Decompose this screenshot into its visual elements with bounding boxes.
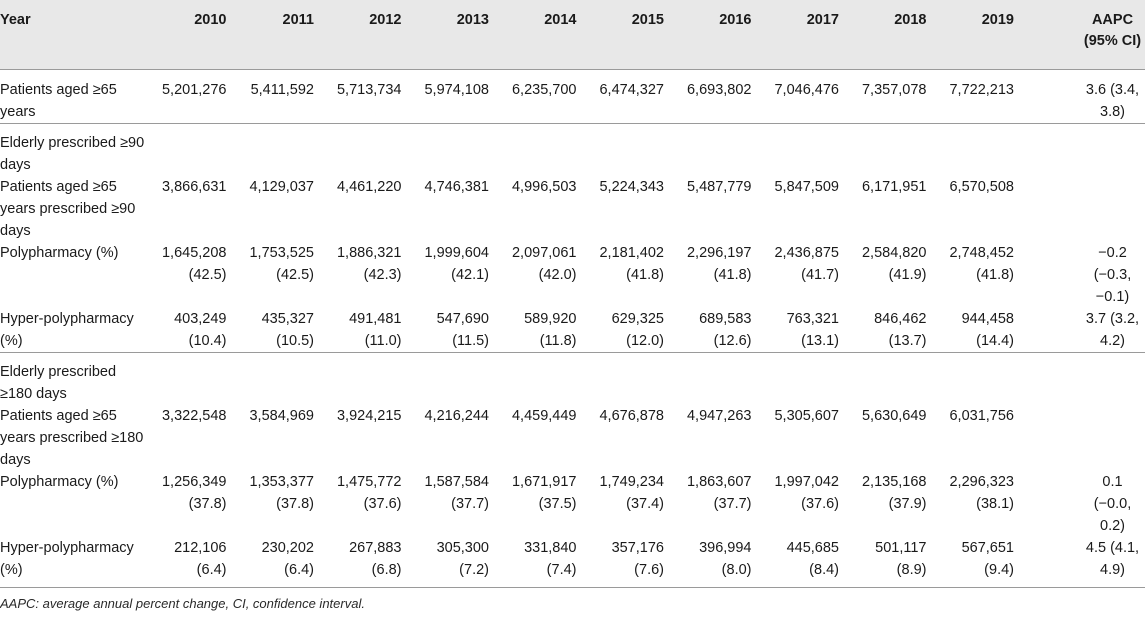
table-cell: 629,325 (12.0) bbox=[611, 311, 664, 349]
aapc-cell bbox=[1022, 405, 1145, 471]
table-cell bbox=[847, 124, 935, 177]
table-cell bbox=[147, 353, 235, 406]
table-cell bbox=[410, 124, 498, 177]
header-year: 2019 bbox=[935, 0, 1023, 70]
table-cell: 3,322,548 bbox=[161, 408, 227, 424]
table-cell: 1,997,042 (37.6) bbox=[774, 474, 839, 512]
table-header bbox=[0, 0, 1145, 70]
row-label: Polypharmacy (%) bbox=[0, 245, 119, 261]
table-cell: 212,106 (6.4) bbox=[147, 537, 235, 588]
table-cell: 763,321 (13.1) bbox=[786, 311, 839, 349]
table-cell: 1,475,772 (37.6) bbox=[336, 474, 402, 512]
table-cell: 6,235,700 bbox=[511, 82, 577, 98]
aapc-cell bbox=[1022, 176, 1145, 242]
table-row bbox=[0, 242, 1145, 308]
table-cell: 944,458 (14.4) bbox=[961, 311, 1014, 349]
row-label: Elderly prescribed ≥180 days bbox=[0, 353, 147, 406]
table-cell: 5,487,779 bbox=[686, 179, 752, 195]
table-cell: 567,651 (9.4) bbox=[935, 537, 1023, 588]
table-cell bbox=[497, 353, 585, 406]
table-cell: 4,129,037 bbox=[249, 179, 314, 195]
header-year: 2012 bbox=[322, 0, 410, 70]
table-cell: 1,999,604 (42.1) bbox=[424, 245, 489, 283]
table-cell: 5,224,343 bbox=[599, 179, 664, 195]
aapc-cell: 3.6 (3.4, 3.8) bbox=[1085, 82, 1140, 120]
row-label: Patients aged ≥65 years prescribed ≥180 days bbox=[0, 408, 144, 468]
aapc-cell: −0.2 (−0.3, −0.1) bbox=[1093, 245, 1132, 305]
aapc-cell: 4.5 (4.1, 4.9) bbox=[1022, 537, 1145, 588]
table-cell: 2,135,168 (37.9) bbox=[861, 474, 927, 512]
table-body bbox=[0, 70, 1145, 588]
row-label: Patients aged ≥65 years bbox=[0, 82, 117, 120]
table-cell: 5,411,592 bbox=[250, 82, 314, 98]
aapc-cell: 3.7 (3.2, 4.2) bbox=[1085, 311, 1140, 349]
table-cell: 2,097,061 (42.0) bbox=[511, 245, 577, 283]
table-cell bbox=[672, 353, 760, 406]
table-cell: 230,202 (6.4) bbox=[235, 537, 323, 588]
row-label: Hyper-polypharmacy (%) bbox=[0, 311, 134, 349]
table-cell: 3,924,215 bbox=[336, 408, 402, 424]
table-cell: 1,671,917 (37.5) bbox=[511, 474, 577, 512]
table-cell: 1,587,584 (37.7) bbox=[424, 474, 489, 512]
table-cell: 445,685 (8.4) bbox=[760, 537, 848, 588]
header-row bbox=[0, 0, 1145, 70]
table-cell: 2,584,820 (41.9) bbox=[861, 245, 927, 283]
header-year: 2011 bbox=[235, 0, 323, 70]
table-cell: 435,327 (10.5) bbox=[261, 311, 314, 349]
table-cell: 357,176 (7.6) bbox=[585, 537, 673, 588]
table-cell: 2,436,875 (41.7) bbox=[774, 245, 839, 283]
table-cell: 2,296,197 (41.8) bbox=[686, 245, 752, 283]
table-cell: 6,693,802 bbox=[686, 82, 752, 98]
table-cell: 4,459,449 bbox=[511, 408, 577, 424]
row-label: Patients aged ≥65 years prescribed ≥90 days bbox=[0, 179, 136, 239]
table-cell: 5,974,108 bbox=[424, 82, 489, 98]
aapc-cell bbox=[1022, 124, 1145, 177]
table-cell bbox=[322, 124, 410, 177]
table-cell: 3,866,631 bbox=[161, 179, 227, 195]
table-row bbox=[0, 471, 1145, 537]
table-cell: 1,753,525 (42.5) bbox=[249, 245, 314, 283]
header-aapc: AAPC (95% CI) bbox=[1022, 0, 1145, 70]
table-cell: 4,746,381 bbox=[424, 179, 489, 195]
table-cell: 5,630,649 bbox=[861, 408, 927, 424]
table-cell: 1,256,349 (37.8) bbox=[161, 474, 227, 512]
table-cell: 1,353,377 (37.8) bbox=[249, 474, 314, 512]
table-cell bbox=[147, 124, 235, 177]
table-cell bbox=[322, 353, 410, 406]
table-cell: 4,216,244 bbox=[424, 408, 489, 424]
header-year: 2016 bbox=[672, 0, 760, 70]
table-cell: 6,031,756 bbox=[949, 408, 1014, 424]
header-year: 2014 bbox=[497, 0, 585, 70]
aapc-cell bbox=[1022, 353, 1145, 406]
table-cell: 2,181,402 (41.8) bbox=[599, 245, 664, 283]
table-cell: 331,840 (7.4) bbox=[497, 537, 585, 588]
table-cell bbox=[235, 353, 323, 406]
row-label: Elderly prescribed ≥90 days bbox=[0, 124, 147, 177]
table-cell: 1,749,234 (37.4) bbox=[599, 474, 664, 512]
table-cell: 1,886,321 (42.3) bbox=[336, 245, 402, 283]
table-cell: 589,920 (11.8) bbox=[524, 311, 577, 349]
table-cell: 305,300 (7.2) bbox=[410, 537, 498, 588]
header-year-label: Year bbox=[0, 0, 147, 70]
table-cell: 6,474,327 bbox=[599, 82, 664, 98]
table-cell bbox=[585, 353, 673, 406]
header-year: 2010 bbox=[147, 0, 235, 70]
table-cell: 4,676,878 bbox=[599, 408, 664, 424]
header-year: 2017 bbox=[760, 0, 848, 70]
table-row bbox=[0, 176, 1145, 242]
table-cell: 403,249 (10.4) bbox=[174, 311, 227, 349]
table-row bbox=[0, 70, 1145, 124]
table-cell bbox=[935, 353, 1023, 406]
header-year: 2013 bbox=[410, 0, 498, 70]
table-cell: 7,722,213 bbox=[949, 82, 1014, 98]
table-cell: 6,171,951 bbox=[861, 179, 927, 195]
table-cell bbox=[760, 353, 848, 406]
table-cell: 491,481 (11.0) bbox=[349, 311, 402, 349]
row-label: Hyper-polypharmacy (%) bbox=[0, 537, 147, 588]
table-cell: 3,584,969 bbox=[249, 408, 314, 424]
table-cell bbox=[760, 124, 848, 177]
table-cell bbox=[847, 353, 935, 406]
table-cell bbox=[935, 124, 1023, 177]
table-cell: 5,713,734 bbox=[336, 82, 402, 98]
table-cell: 267,883 (6.8) bbox=[322, 537, 410, 588]
aapc-cell: 0.1 (−0.0, 0.2) bbox=[1093, 474, 1132, 534]
table-cell: 5,847,509 bbox=[774, 179, 839, 195]
table-cell: 846,462 (13.7) bbox=[874, 311, 927, 349]
table-footnote: AAPC: average annual percent change, CI, confidence interval. bbox=[0, 596, 365, 611]
table-row bbox=[0, 537, 1145, 588]
table-row bbox=[0, 353, 1145, 406]
header-year: 2018 bbox=[847, 0, 935, 70]
table-cell: 1,645,208 (42.5) bbox=[161, 245, 227, 283]
table-cell: 689,583 (12.6) bbox=[699, 311, 752, 349]
table-row bbox=[0, 308, 1145, 353]
table-cell: 501,117 (8.9) bbox=[847, 537, 935, 588]
table-cell bbox=[410, 353, 498, 406]
table-cell bbox=[497, 124, 585, 177]
table-cell: 4,947,263 bbox=[686, 408, 752, 424]
table-cell bbox=[585, 124, 673, 177]
table-cell bbox=[235, 124, 323, 177]
table-cell: 5,201,276 bbox=[161, 82, 227, 98]
header-year: 2015 bbox=[585, 0, 673, 70]
table-cell: 547,690 (11.5) bbox=[436, 311, 489, 349]
table-cell: 2,296,323 (38.1) bbox=[949, 474, 1014, 512]
table-cell: 4,461,220 bbox=[336, 179, 402, 195]
row-label: Polypharmacy (%) bbox=[0, 474, 119, 490]
table-cell: 5,305,607 bbox=[774, 408, 839, 424]
table-cell: 1,863,607 (37.7) bbox=[686, 474, 752, 512]
table-cell: 2,748,452 (41.8) bbox=[949, 245, 1014, 283]
table-cell bbox=[672, 124, 760, 177]
table-row bbox=[0, 405, 1145, 471]
table-cell: 396,994 (8.0) bbox=[672, 537, 760, 588]
table-cell: 7,046,476 bbox=[774, 82, 839, 98]
table-cell: 7,357,078 bbox=[861, 82, 927, 98]
table-cell: 6,570,508 bbox=[949, 179, 1014, 195]
table-row bbox=[0, 124, 1145, 177]
table-cell: 4,996,503 bbox=[511, 179, 577, 195]
